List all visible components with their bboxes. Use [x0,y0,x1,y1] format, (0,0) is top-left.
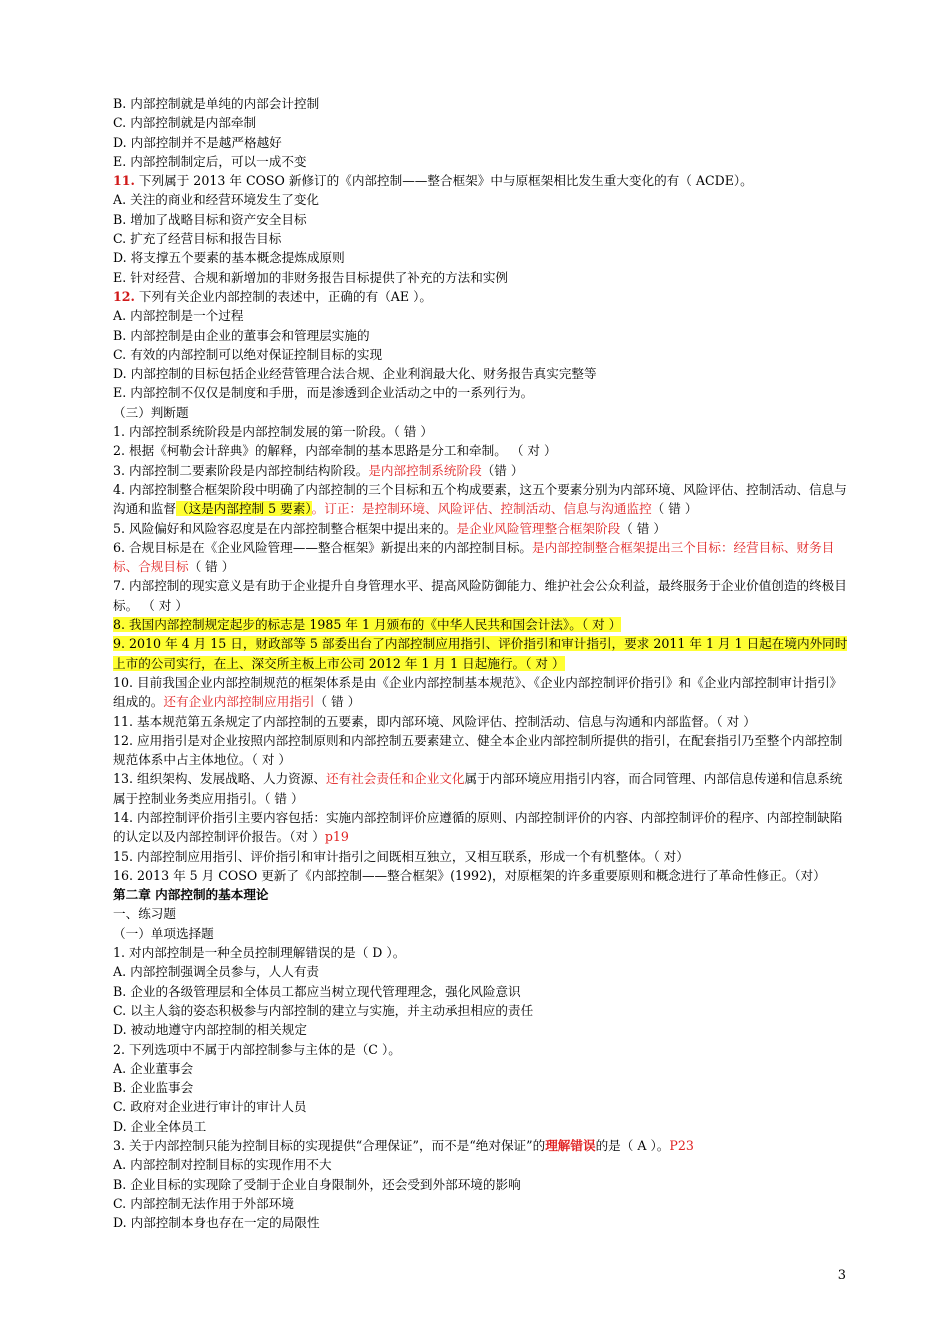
text-segment: 下列属于 2013 年 COSO 新修订的《内部控制——整合框架》中与原框架相比发生重大变化的有（ ACDE）。 [134,173,753,189]
text-segment: 。订正：是控制环境、风险评估、控制活动、信息与沟通监控 [311,501,652,517]
text-line [113,229,853,248]
text-line [113,113,853,132]
text-line [113,615,853,634]
text-line [113,248,853,267]
text-segment: 还有社会责任和企业文化 [325,771,465,787]
text-line [113,1155,853,1174]
text-segment: C. 内部控制无法作用于外部环境 [113,1195,294,1211]
text-segment: E. 内部控制不仅仅是制度和手册，而是渗透到企业活动之中的一系列行为。 [113,385,534,401]
text-line [113,731,853,770]
text-line [113,210,853,229]
text-line [113,538,853,577]
text-segment: C. 政府对企业进行审计的审计人员 [113,1099,307,1115]
text-segment: 16. 2013 年 5 月 COSO 更新了《内部控制——整合框架》(1992)，对原框架的许多重要原则和概念进行了革命性修正。（对） [113,867,826,883]
text-segment: （这是内部控制 5 要素） [175,501,312,517]
text-segment: 是内部控制系统阶段 [368,462,482,478]
text-segment: 2. 根据《柯勒会计辞典》的解释，内部牵制的基本思路是分工和牵制。 （ 对 ） [113,443,557,459]
text-segment: 理解错误 [545,1138,596,1154]
text-line [113,982,853,1001]
text-line [113,847,853,866]
text-segment: 13. 组织架构、发展战略、人力资源、 [113,771,326,787]
text-segment: C. 以主人翁的姿态积极参与内部控制的建立与实施，并主动承担相应的责任 [113,1002,534,1018]
text-segment: B. 内部控制就是单纯的内部会计控制 [113,96,320,111]
text-line [113,441,853,460]
text-segment: （ 错 ） [188,559,235,575]
text-segment: 1. 对内部控制是一种全员控制理解错误的是（ D ）。 [113,945,406,961]
text-segment: A. 关注的商业和经营环境发生了变化 [113,192,320,208]
text-segment: C. 扩充了经营目标和报告目标 [113,231,282,247]
text-segment: 15. 内部控制应用指引、评价指引和审计指引之间既相互独立，又相互联系，形成一个有机整体。（ 对） [113,848,689,864]
text-line [113,1175,853,1194]
text-segment: 8. 我国内部控制规定起步的标志是 1985 年 1 月颁布的《中华人民共和国会计法》。（ 对 ） [113,617,622,633]
text-segment: 是企业风险管理整合框架阶段 [456,520,621,536]
text-line [113,808,853,847]
text-segment: D. 内部控制的目标包括企业经营管理合法合规、企业利润最大化、财务报告真实完整等 [113,366,597,382]
text-line [113,461,853,480]
text-segment: A. 内部控制强调全员参与，人人有责 [113,964,320,980]
text-segment: A. 内部控制是一个过程 [113,308,244,324]
text-line [113,1097,853,1116]
text-line [113,345,853,364]
text-segment: 4. 内部控制整合框架阶段中明确了内部控制的三个目标和五个构成要素，这五个要素分别为内部环境、风险评估、控制活动、信息与沟通和监督 [113,481,847,517]
text-segment: （ 错 ） [620,520,666,536]
text-line [113,1078,853,1097]
text-line [113,422,853,441]
document-body [113,94,853,1233]
text-line [113,383,853,402]
text-segment: （ 错 ） [314,694,361,710]
text-segment: C. 有效的内部控制可以绝对保证控制目标的实现 [113,346,383,362]
text-segment: D. 内部控制本身也存在一定的局限性 [113,1215,320,1231]
text-line [113,769,853,808]
text-segment: B. 企业监事会 [113,1080,194,1096]
text-segment: 5. 风险偏好和风险容忍度是在内部控制整合框架中提出来的。 [113,520,457,536]
text-line [113,904,853,923]
text-segment: 第二章 内部控制的基本理论 [113,887,269,903]
text-segment: 属于内部环境应用指引内容，而合同管理、内部信息传递和信息系统属于控制业务类应用指引。（ 错 ） [113,771,843,806]
text-segment: E. 内部控制制定后，可以一成不变 [113,153,307,169]
text-line [113,403,853,422]
text-segment: 是内部控制整合框架提出三个目标：经营目标、财务目标、合规目标 [113,539,835,575]
text-line [113,326,853,345]
text-segment: 2. 下列选项中不属于内部控制参与主体的是（C ）。 [113,1041,401,1057]
text-segment: 一、练习题 [113,906,176,922]
text-line [113,306,853,325]
text-segment: 7. 内部控制的现实意义是有助于企业提升自身管理水平、提高风险防御能力、维护社会公众利益，最终服务于企业价值创造的终极目标。 （ 对 ） [113,578,847,613]
text-segment: B. 内部控制是由企业的董事会和管理层实施的 [113,327,370,343]
text-line [113,152,853,171]
text-line [113,287,853,306]
text-segment: B. 企业目标的实现除了受制于企业自身限制外，还会受到外部环境的影响 [113,1176,521,1192]
text-line [113,519,853,538]
text-segment: P23 [669,1138,694,1154]
text-line [113,576,853,615]
text-segment: 还有企业内部控制应用指引 [163,694,315,710]
text-segment: 12. [113,288,135,304]
text-line [113,866,853,885]
text-segment: 10. 目前我国企业内部控制规范的框架体系是由《企业内部控制基本规范》、《企业内部控制评价指引》和《企业内部控制审计指引》组成的。 [113,674,843,710]
text-line [113,1040,853,1059]
text-segment: 3. 关于内部控制只能为控制目标的实现提供“合理保证”，而不是“绝对保证”的 [113,1138,546,1154]
text-line [113,1059,853,1078]
text-line [113,133,853,152]
text-segment: 的是（ A ）。 [595,1138,670,1154]
text-segment: 14. 内部控制评价指引主要内容包括：实施内部控制评价应遵循的原则、内部控制评价的内容、内部控制评价的程序、内部控制缺陷的认定以及内部控制评价报告。（对 ） [113,809,843,845]
text-segment: D. 企业全体员工 [113,1118,207,1134]
text-line [113,1117,853,1136]
text-segment: 6. 合规目标是在《企业风险管理——整合框架》新提出来的内部控制目标。 [113,539,533,555]
text-line [113,1136,853,1155]
text-segment: B. 增加了战略目标和资产安全目标 [113,211,307,227]
text-line [113,673,853,712]
text-line [113,634,853,673]
text-line [113,268,853,287]
text-line [113,885,853,904]
text-line [113,94,853,113]
text-segment: （一）单项选择题 [113,925,214,941]
text-segment: B. 企业的各级管理层和全体员工都应当树立现代管理理念，强化风险意识 [113,983,521,999]
text-line [113,480,853,519]
text-segment: （错 ） [481,462,524,478]
text-segment: D. 被动地遵守内部控制的相关规定 [113,1022,307,1038]
text-segment: 11. 基本规范第五条规定了内部控制的五要素，即内部环境、风险评估、控制活动、信息与沟通和内部监督。（ 对 ） [113,713,756,729]
text-segment: C. 内部控制就是内部牵制 [113,115,257,131]
text-segment: 下列有关企业内部控制的表述中，正确的有（AE ）。 [134,288,432,304]
page-number: 3 [837,1268,846,1283]
text-segment: D. 内部控制并不是越严格越好 [113,134,282,150]
text-line [113,1194,853,1213]
text-line [113,712,853,731]
text-line [113,962,853,981]
text-line [113,1020,853,1039]
text-line [113,1001,853,1020]
text-line [113,190,853,209]
text-segment: （ 错 ） [651,501,698,517]
text-segment: A. 内部控制对控制目标的实现作用不大 [113,1157,332,1173]
text-segment: D. 将支撑五个要素的基本概念提炼成原则 [113,250,345,266]
text-segment: 9. 2010 年 4 月 15 日，财政部等 5 部委出台了内部控制应用指引、评价指引和审计指引，要求 2011 年 1 月 1 日起在境内外同时上市的公司实行，在上、深交所主板上市公司 2012 年 1 月 1 日起施行。（ 对 ） [113,636,848,671]
text-line [113,924,853,943]
text-segment: E. 针对经营、合规和新增加的非财务报告目标提供了补充的方法和实例 [113,269,509,285]
text-segment: 1. 内部控制系统阶段是内部控制发展的第一阶段。（ 错 ） [113,424,433,440]
text-segment: 11. [113,173,135,189]
text-segment: A. 企业董事会 [113,1060,194,1076]
text-line [113,1213,853,1232]
text-segment: 12. 应用指引是对企业按照内部控制原则和内部控制五要素建立、健全本企业内部控制所提供的指引，在配套指引乃至整个内部控制规范体系中占主体地位。（ 对 ） [113,732,843,768]
text-line [113,943,853,962]
text-segment: p19 [324,829,349,845]
text-line [113,171,853,190]
text-segment: （三）判断题 [113,404,189,420]
text-line [113,364,853,383]
text-segment: 3. 内部控制二要素阶段是内部控制结构阶段。 [113,462,369,478]
